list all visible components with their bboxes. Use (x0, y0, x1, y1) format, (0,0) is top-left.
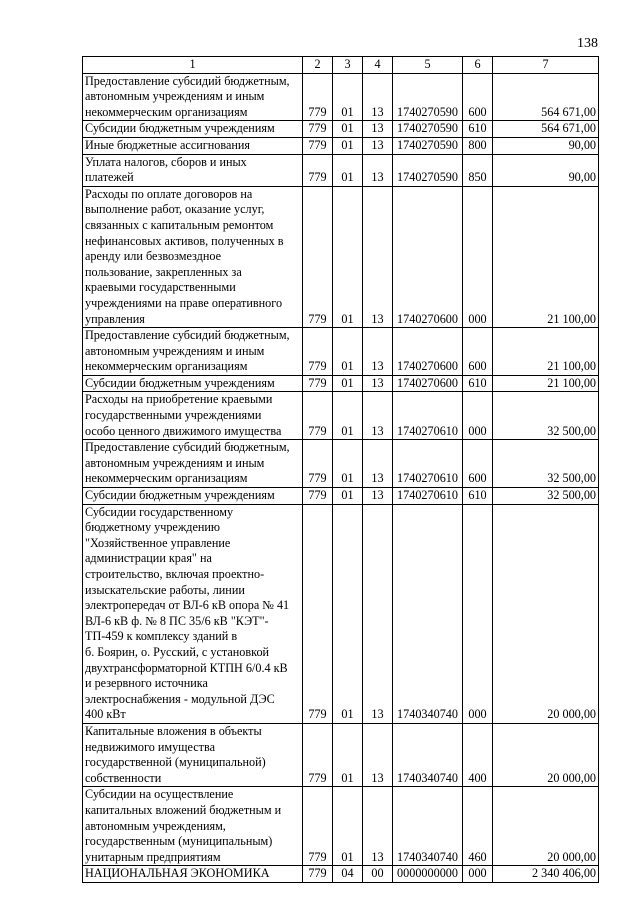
column-header: 7 (493, 57, 599, 74)
department-code: 779 (303, 787, 333, 866)
amount: 564 671,00 (493, 73, 599, 121)
target-article-code: 1740270610 (393, 488, 463, 505)
target-article-code: 1740270590 (393, 137, 463, 154)
table-row (83, 488, 599, 505)
expense-type-code: 600 (463, 328, 493, 376)
expense-type-code: 000 (463, 392, 493, 440)
amount: 20 000,00 (493, 504, 599, 723)
expense-type-code: 000 (463, 504, 493, 723)
target-article-code: 0000000000 (393, 866, 463, 883)
table-row (83, 137, 599, 154)
target-article-code: 1740270600 (393, 375, 463, 392)
table-row (83, 392, 599, 440)
amount: 20 000,00 (493, 787, 599, 866)
department-code: 779 (303, 488, 333, 505)
subsection-code: 13 (363, 488, 393, 505)
subsection-code: 13 (363, 186, 393, 327)
amount: 2 340 406,00 (493, 866, 599, 883)
column-header: 6 (463, 57, 493, 74)
target-article-code: 1740340740 (393, 723, 463, 786)
table-row (83, 440, 599, 488)
section-code: 01 (333, 723, 363, 786)
expense-type-code: 400 (463, 723, 493, 786)
section-code: 01 (333, 121, 363, 138)
department-code: 779 (303, 375, 333, 392)
target-article-code: 1740270610 (393, 440, 463, 488)
table-row (83, 866, 599, 883)
subsection-code: 13 (363, 121, 393, 138)
table-row (83, 186, 599, 327)
expense-name: Субсидии бюджетным учреждениям (83, 488, 303, 505)
table-row (83, 328, 599, 376)
column-header: 3 (333, 57, 363, 74)
section-code: 04 (333, 866, 363, 883)
target-article-code: 1740270590 (393, 121, 463, 138)
target-article-code: 1740270610 (393, 392, 463, 440)
target-article-code: 1740340740 (393, 504, 463, 723)
table-row (83, 504, 599, 723)
expense-type-code: 600 (463, 440, 493, 488)
amount: 564 671,00 (493, 121, 599, 138)
subsection-code: 13 (363, 137, 393, 154)
amount: 21 100,00 (493, 186, 599, 327)
amount: 90,00 (493, 154, 599, 186)
expense-name: Иные бюджетные ассигнования (83, 137, 303, 154)
section-code: 01 (333, 328, 363, 376)
department-code: 779 (303, 328, 333, 376)
subsection-code: 13 (363, 723, 393, 786)
header-row (83, 57, 599, 74)
amount: 20 000,00 (493, 723, 599, 786)
column-header: 1 (83, 57, 303, 74)
table-row (83, 154, 599, 186)
department-code: 779 (303, 137, 333, 154)
department-code: 779 (303, 73, 333, 121)
amount: 90,00 (493, 137, 599, 154)
section-code: 01 (333, 186, 363, 327)
section-code: 01 (333, 488, 363, 505)
expense-name: Уплата налогов, сборов и иных платежей (83, 154, 303, 186)
table-row (83, 723, 599, 786)
table-row (83, 73, 599, 121)
department-code: 779 (303, 121, 333, 138)
column-header: 2 (303, 57, 333, 74)
column-header: 5 (393, 57, 463, 74)
expense-type-code: 610 (463, 375, 493, 392)
subsection-code: 13 (363, 375, 393, 392)
department-code: 779 (303, 723, 333, 786)
expense-type-code: 800 (463, 137, 493, 154)
target-article-code: 1740270590 (393, 154, 463, 186)
subsection-code: 13 (363, 440, 393, 488)
table-row (83, 787, 599, 866)
section-code: 01 (333, 787, 363, 866)
expense-name: Капитальные вложения в объекты недвижимого имущества государственной (муниципальной) собственности (83, 723, 303, 786)
budget-table (82, 56, 599, 883)
subsection-code: 13 (363, 392, 393, 440)
expense-name: Субсидии бюджетным учреждениям (83, 375, 303, 392)
expense-name: Субсидии государственному бюджетному учреждению "Хозяйственное управление администрации края" на строительство, включая проектно- изыскательские работы, линии электропередач от ВЛ-6 кВ опора № 41 ВЛ-6 кВ ф. № 8 ПС 35/6 кВ "КЭТ"- ТП-459 к комплексу зданий в б. Боярин, о. Русский, с установкой двухтрансформаторной КТПН 6/0.4 кВ и резервного источника электроснабжения - модульной ДЭС 400 кВт (83, 504, 303, 723)
section-code: 01 (333, 375, 363, 392)
expense-type-code: 610 (463, 121, 493, 138)
expense-name: Предоставление субсидий бюджетным, автономным учреждениям и иным некоммерческим организациям (83, 328, 303, 376)
section-code: 01 (333, 440, 363, 488)
department-code: 779 (303, 154, 333, 186)
subsection-code: 00 (363, 866, 393, 883)
amount: 21 100,00 (493, 375, 599, 392)
column-header: 4 (363, 57, 393, 74)
expense-name: Субсидии бюджетным учреждениям (83, 121, 303, 138)
target-article-code: 1740340740 (393, 787, 463, 866)
subsection-code: 13 (363, 73, 393, 121)
expense-name: Предоставление субсидий бюджетным, автономным учреждениям и иным некоммерческим организациям (83, 73, 303, 121)
amount: 32 500,00 (493, 440, 599, 488)
expense-type-code: 600 (463, 73, 493, 121)
amount: 32 500,00 (493, 392, 599, 440)
expense-name: Субсидии на осуществление капитальных вложений бюджетным и автономным учреждениям, государственным (муниципальным) унитарным предприятиям (83, 787, 303, 866)
expense-name: Расходы по оплате договоров на выполнение работ, оказание услуг, связанных с капитальным ремонтом нефинансовых активов, полученных в аренду или безвозмездное пользование, закрепленных за краевыми государственными учреждениями на праве оперативного управления (83, 186, 303, 327)
department-code: 779 (303, 392, 333, 440)
target-article-code: 1740270600 (393, 186, 463, 327)
department-code: 779 (303, 440, 333, 488)
table-row (83, 375, 599, 392)
table-row (83, 121, 599, 138)
subsection-code: 13 (363, 504, 393, 723)
subsection-code: 13 (363, 787, 393, 866)
subsection-code: 13 (363, 328, 393, 376)
expense-type-code: 000 (463, 866, 493, 883)
expense-type-code: 460 (463, 787, 493, 866)
section-code: 01 (333, 154, 363, 186)
page-number: 138 (577, 36, 598, 51)
expense-type-code: 850 (463, 154, 493, 186)
expense-type-code: 610 (463, 488, 493, 505)
expense-name: Расходы на приобретение краевыми государственными учреждениями особо ценного движимого имущества (83, 392, 303, 440)
section-code: 01 (333, 137, 363, 154)
section-code: 01 (333, 392, 363, 440)
department-code: 779 (303, 186, 333, 327)
department-code: 779 (303, 504, 333, 723)
amount: 32 500,00 (493, 488, 599, 505)
target-article-code: 1740270600 (393, 328, 463, 376)
department-code: 779 (303, 866, 333, 883)
section-code: 01 (333, 73, 363, 121)
target-article-code: 1740270590 (393, 73, 463, 121)
expense-name: Предоставление субсидий бюджетным, автономным учреждениям и иным некоммерческим организациям (83, 440, 303, 488)
amount: 21 100,00 (493, 328, 599, 376)
expense-name: НАЦИОНАЛЬНАЯ ЭКОНОМИКА (83, 866, 303, 883)
section-code: 01 (333, 504, 363, 723)
subsection-code: 13 (363, 154, 393, 186)
expense-type-code: 000 (463, 186, 493, 327)
